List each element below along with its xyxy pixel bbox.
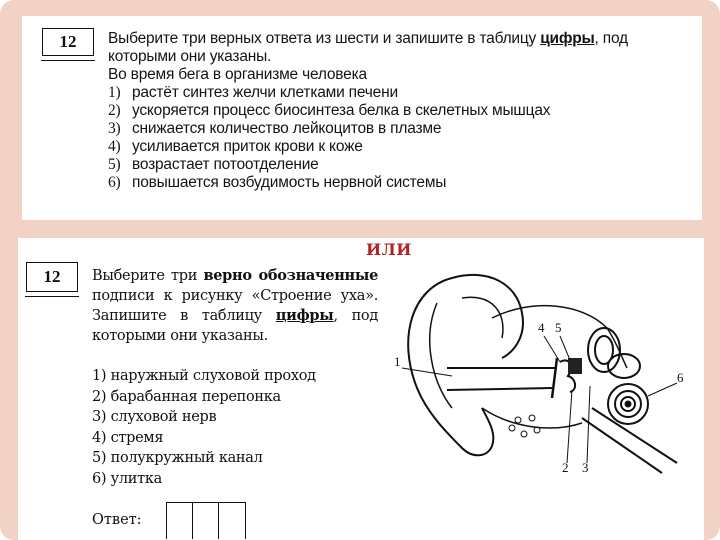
list-item: 5) полукружный канал bbox=[92, 450, 263, 466]
answer-cell-3[interactable] bbox=[218, 502, 246, 539]
figure-label-5: 5 bbox=[555, 320, 562, 335]
list-item: 6) улитка bbox=[92, 470, 162, 487]
question-number: 12 bbox=[43, 267, 61, 286]
answer-option: 6) повышается возбудимость нервной системы bbox=[108, 174, 447, 191]
figure-label-2: 2 bbox=[562, 460, 569, 475]
figure-label-3: 3 bbox=[582, 460, 589, 475]
answer-option: 2) ускоряется процесс биосинтеза белка в скелетных мышцах bbox=[108, 102, 551, 119]
answer-cell-1[interactable] bbox=[166, 502, 194, 539]
answer-option: 3) снижается количество лейкоцитов в плазме bbox=[108, 120, 442, 137]
emphasis-digits: цифры bbox=[540, 30, 595, 47]
answer-option: 4) усиливается приток крови к коже bbox=[108, 138, 363, 155]
ear-structure-figure bbox=[392, 258, 692, 478]
task-instruction: Выберите три верных ответа из шести и запишите в таблицу цифры, под которыми они указаны. bbox=[108, 30, 628, 65]
figure-label-6: 6 bbox=[677, 370, 684, 385]
task-instruction: Выберите три верно обозначенные подписи к рисунку «Строение уха». Запишите в таблицу цифры, под которыми они указаны. bbox=[92, 267, 378, 344]
answer-option: 1) растёт синтез желчи клетками печени bbox=[108, 84, 398, 101]
question-number: 12 bbox=[59, 32, 77, 51]
answer-options-list bbox=[92, 366, 382, 489]
separator-or: ИЛИ bbox=[366, 240, 412, 259]
question-stem: Во время бега в организме человека bbox=[108, 66, 367, 83]
list-item: 1) наружный слуховой проход bbox=[92, 368, 316, 384]
question-number-box bbox=[42, 28, 94, 56]
answer-option: 5) возрастает потоотделение bbox=[108, 156, 319, 173]
answer-cell-2[interactable] bbox=[192, 502, 220, 539]
list-item: 3) слуховой нерв bbox=[92, 409, 217, 425]
question-text-top bbox=[108, 30, 698, 192]
figure-label-4: 4 bbox=[538, 320, 545, 335]
answer-label: Ответ: bbox=[92, 512, 142, 528]
list-item: 4) стремя bbox=[92, 429, 164, 446]
question-number-box bbox=[26, 262, 78, 292]
figure-label-1: 1 bbox=[394, 354, 401, 369]
list-item: 2) барабанная перепонка bbox=[92, 388, 281, 405]
